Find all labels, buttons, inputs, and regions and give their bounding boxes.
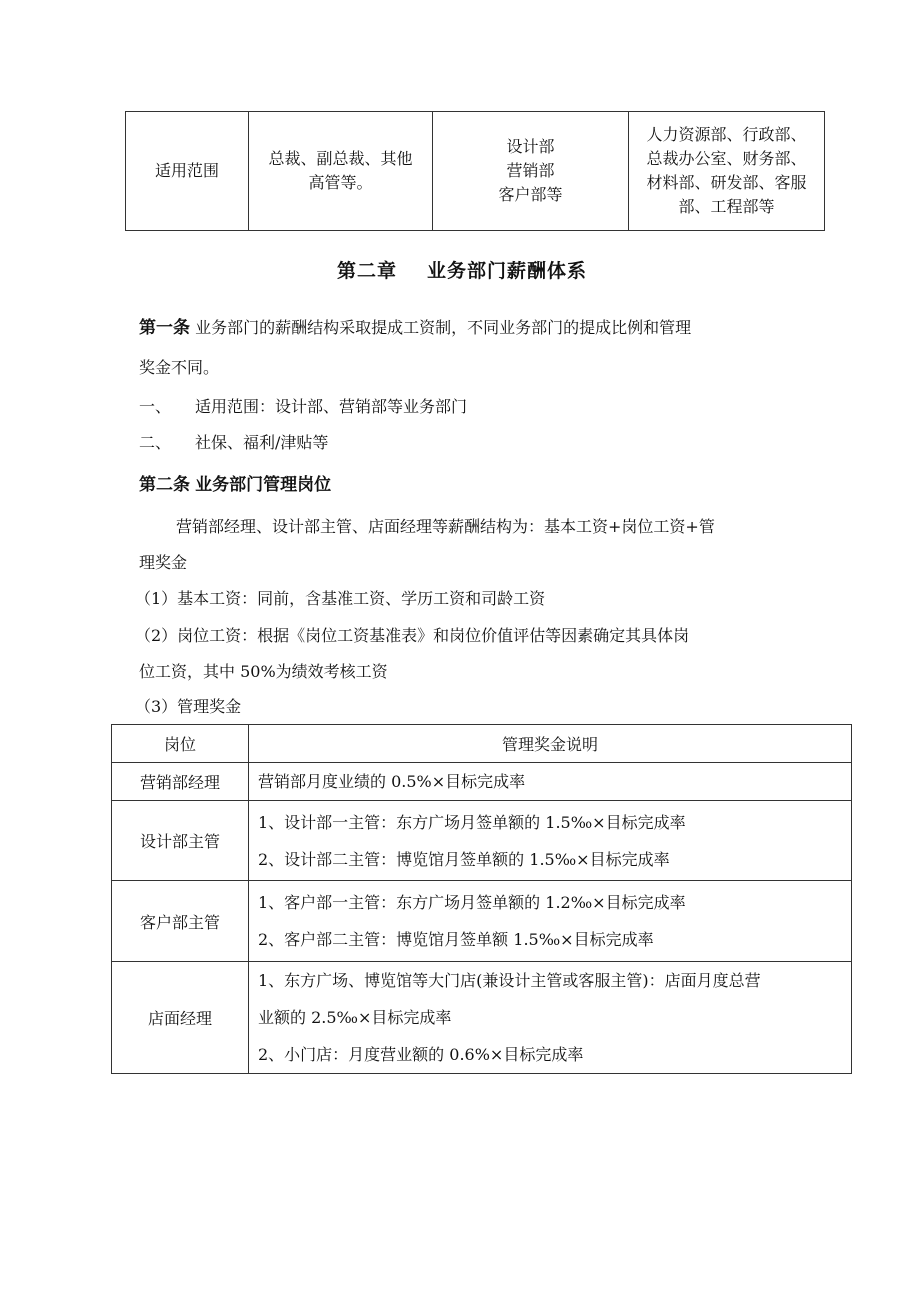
description-line: 2、小门店：月度营业额的 0.6%×目标完成率: [258, 1045, 584, 1064]
row-description: [249, 962, 852, 1074]
scope-executives-line: 高管等。: [308, 173, 373, 192]
item-text: 社保、福利/津贴等: [195, 433, 329, 452]
header-description: 管理奖金说明: [249, 725, 852, 763]
scope-functional-cell: [629, 112, 825, 231]
article2-item2-line1: （2）岗位工资：根据《岗位工资基准表》和岗位价值评估等因素确定其具体岗: [135, 626, 690, 645]
scope-row: [126, 112, 825, 231]
scope-label-cell: [126, 112, 249, 231]
row-position: 设计部主管: [112, 801, 249, 881]
description-line: 2、客户部二主管：博览馆月签单额 1.5‰×目标完成率: [258, 930, 654, 949]
article2-item3: （3）管理奖金: [135, 697, 242, 716]
item-number: 一、: [139, 397, 172, 416]
article2-heading: [139, 473, 331, 497]
item-text: 适用范围：设计部、营销部等业务部门: [195, 397, 468, 416]
chapter-number: 第二章: [337, 260, 398, 282]
article2-item2-line2: 位工资，其中 50%为绩效考核工资: [139, 662, 388, 681]
row-position: 客户部主管: [112, 881, 249, 962]
article2-label: 第二条: [139, 475, 190, 495]
article2-item1: （1）基本工资：同前，含基准工资、学历工资和司龄工资: [135, 589, 546, 608]
description-line: 1、客户部一主管：东方广场月签单额的 1.2‰×目标完成率: [258, 893, 686, 912]
scope-business-line: 设计部: [506, 137, 555, 156]
bonus-table-header: [112, 725, 852, 763]
article1-item2: [139, 431, 328, 455]
article1-text: 业务部门的薪酬结构采取提成工资制，不同业务部门的提成比例和管理: [195, 318, 692, 337]
row-position: 店面经理: [112, 962, 249, 1074]
description-line: 营销部月度业绩的 0.5%×目标完成率: [258, 772, 526, 791]
row-description: [249, 801, 852, 881]
article1-label: 第一条: [139, 318, 190, 338]
scope-functional-line: 人力资源部、行政部、: [646, 125, 807, 144]
chapter-title: 业务部门薪酬体系: [427, 260, 588, 282]
row-description: [249, 881, 852, 962]
scope-functional-line: 总裁办公室、财务部、: [646, 149, 807, 168]
scope-table: [125, 111, 825, 231]
scope-business-cell: [433, 112, 629, 231]
scope-executives-cell: [249, 112, 433, 231]
article1-item1: [139, 395, 467, 419]
row-position: 营销部经理: [112, 763, 249, 801]
scope-functional-line: 部、工程部等: [678, 197, 775, 216]
description-line: 1、设计部一主管：东方广场月签单额的 1.5‰×目标完成率: [258, 812, 686, 832]
article1-line2: 奖金不同。: [139, 358, 220, 377]
description-line: 2、设计部二主管：博览馆月签单额的 1.5‰×目标完成率: [258, 849, 670, 869]
chapter-heading: [337, 256, 587, 283]
description-line: 业额的 2.5‰×目标完成率: [258, 1008, 452, 1027]
table-row: [112, 962, 852, 1074]
description-line: 1、东方广场、博览馆等大门店(兼设计主管或客服主管)：店面月度总营: [258, 971, 761, 990]
row-description: [249, 763, 852, 801]
article1-line1: [139, 316, 691, 340]
article2-title: 业务部门管理岗位: [195, 475, 332, 495]
scope-executives-line: 总裁、副总裁、其他: [268, 149, 413, 168]
table-row: [112, 881, 852, 962]
scope-label: 适用范围: [154, 161, 219, 180]
scope-functional-line: 材料部、研发部、客服: [646, 173, 807, 192]
article2-para-line2: 理奖金: [139, 553, 188, 572]
bonus-table: [111, 724, 852, 1074]
table-row: [112, 801, 852, 881]
scope-business-line: 营销部: [506, 161, 555, 180]
scope-business-line: 客户部等: [498, 185, 563, 204]
item-number: 二、: [139, 433, 172, 452]
article2-para-line1: 营销部经理、设计部主管、店面经理等薪酬结构为：基本工资+岗位工资+管: [176, 517, 715, 536]
header-position: 岗位: [112, 725, 249, 763]
table-row: [112, 763, 852, 801]
